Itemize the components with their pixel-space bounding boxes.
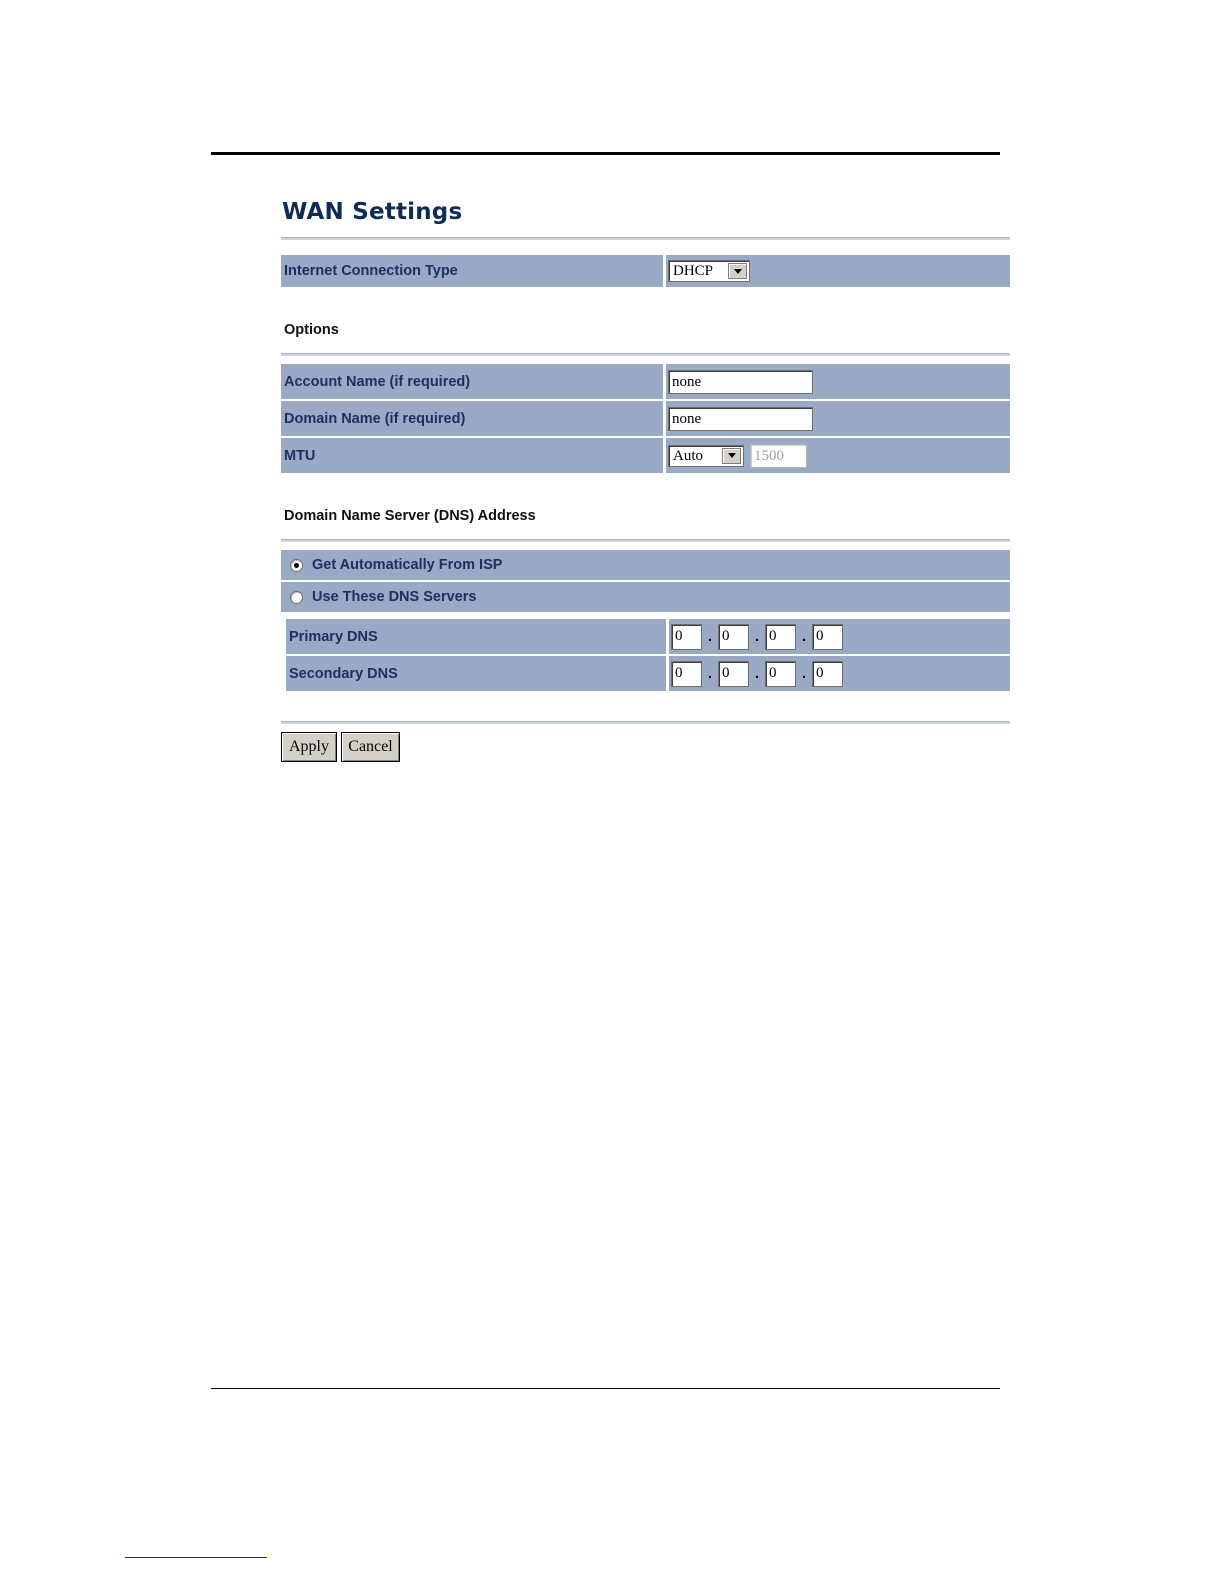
dns-auto-radio[interactable] xyxy=(290,559,303,572)
dns-manual-label: Use These DNS Servers xyxy=(312,589,477,605)
mtu-mode-select[interactable] xyxy=(668,445,744,467)
domain-name-row xyxy=(281,401,1010,436)
secondary-dns-octet-4[interactable]: 0 xyxy=(812,661,843,687)
options-separator xyxy=(281,353,1010,356)
options-heading: Options xyxy=(284,322,339,338)
chevron-down-icon[interactable] xyxy=(728,263,747,279)
page-bottom-rule xyxy=(211,1388,1000,1389)
page-title: WAN Settings xyxy=(282,199,463,225)
primary-dns-octet-2[interactable]: 0 xyxy=(718,624,749,650)
octet-separator: . xyxy=(707,627,713,645)
account-name-input[interactable]: none xyxy=(668,370,813,394)
page-top-rule xyxy=(211,152,1000,155)
footer-link-underline xyxy=(125,1557,267,1558)
secondary-dns-octet-2[interactable]: 0 xyxy=(718,661,749,687)
domain-name-label: Domain Name (if required) xyxy=(284,410,466,427)
primary-dns-octet-3[interactable]: 0 xyxy=(765,624,796,650)
dns-separator xyxy=(281,539,1010,542)
cancel-button[interactable]: Cancel xyxy=(341,732,400,762)
connection-type-row xyxy=(281,255,1010,287)
mtu-label: MTU xyxy=(284,447,316,464)
connection-type-label: Internet Connection Type xyxy=(284,263,458,279)
apply-button[interactable]: Apply xyxy=(281,732,337,762)
octet-separator: . xyxy=(801,627,807,645)
dns-heading: Domain Name Server (DNS) Address xyxy=(284,508,536,524)
octet-separator: . xyxy=(754,627,760,645)
connection-type-select[interactable] xyxy=(668,260,750,282)
secondary-dns-octet-3[interactable]: 0 xyxy=(765,661,796,687)
primary-dns-octet-4[interactable]: 0 xyxy=(812,624,843,650)
domain-name-input[interactable]: none xyxy=(668,407,813,431)
secondary-dns-octet-1[interactable]: 0 xyxy=(671,661,702,687)
octet-separator: . xyxy=(801,664,807,682)
title-separator xyxy=(281,237,1010,240)
octet-separator: . xyxy=(754,664,760,682)
mtu-row xyxy=(281,438,1010,473)
primary-dns-octet-1[interactable]: 0 xyxy=(671,624,702,650)
connection-type-value: DHCP xyxy=(673,263,714,279)
account-name-row xyxy=(281,364,1010,399)
primary-dns-row xyxy=(286,619,1010,654)
secondary-dns-label: Secondary DNS xyxy=(289,665,398,682)
chevron-down-icon[interactable] xyxy=(722,448,741,464)
dns-auto-label: Get Automatically From ISP xyxy=(312,557,503,573)
secondary-dns-row xyxy=(286,656,1010,691)
actions-separator xyxy=(281,721,1010,724)
dns-manual-row[interactable] xyxy=(281,582,1010,612)
primary-dns-label: Primary DNS xyxy=(289,628,378,645)
dns-auto-row[interactable] xyxy=(281,550,1010,580)
mtu-mode-value: Auto xyxy=(673,447,703,464)
dns-manual-radio[interactable] xyxy=(290,591,303,604)
mtu-value-input[interactable]: 1500 xyxy=(750,444,807,468)
account-name-label: Account Name (if required) xyxy=(284,373,471,390)
octet-separator: . xyxy=(707,664,713,682)
